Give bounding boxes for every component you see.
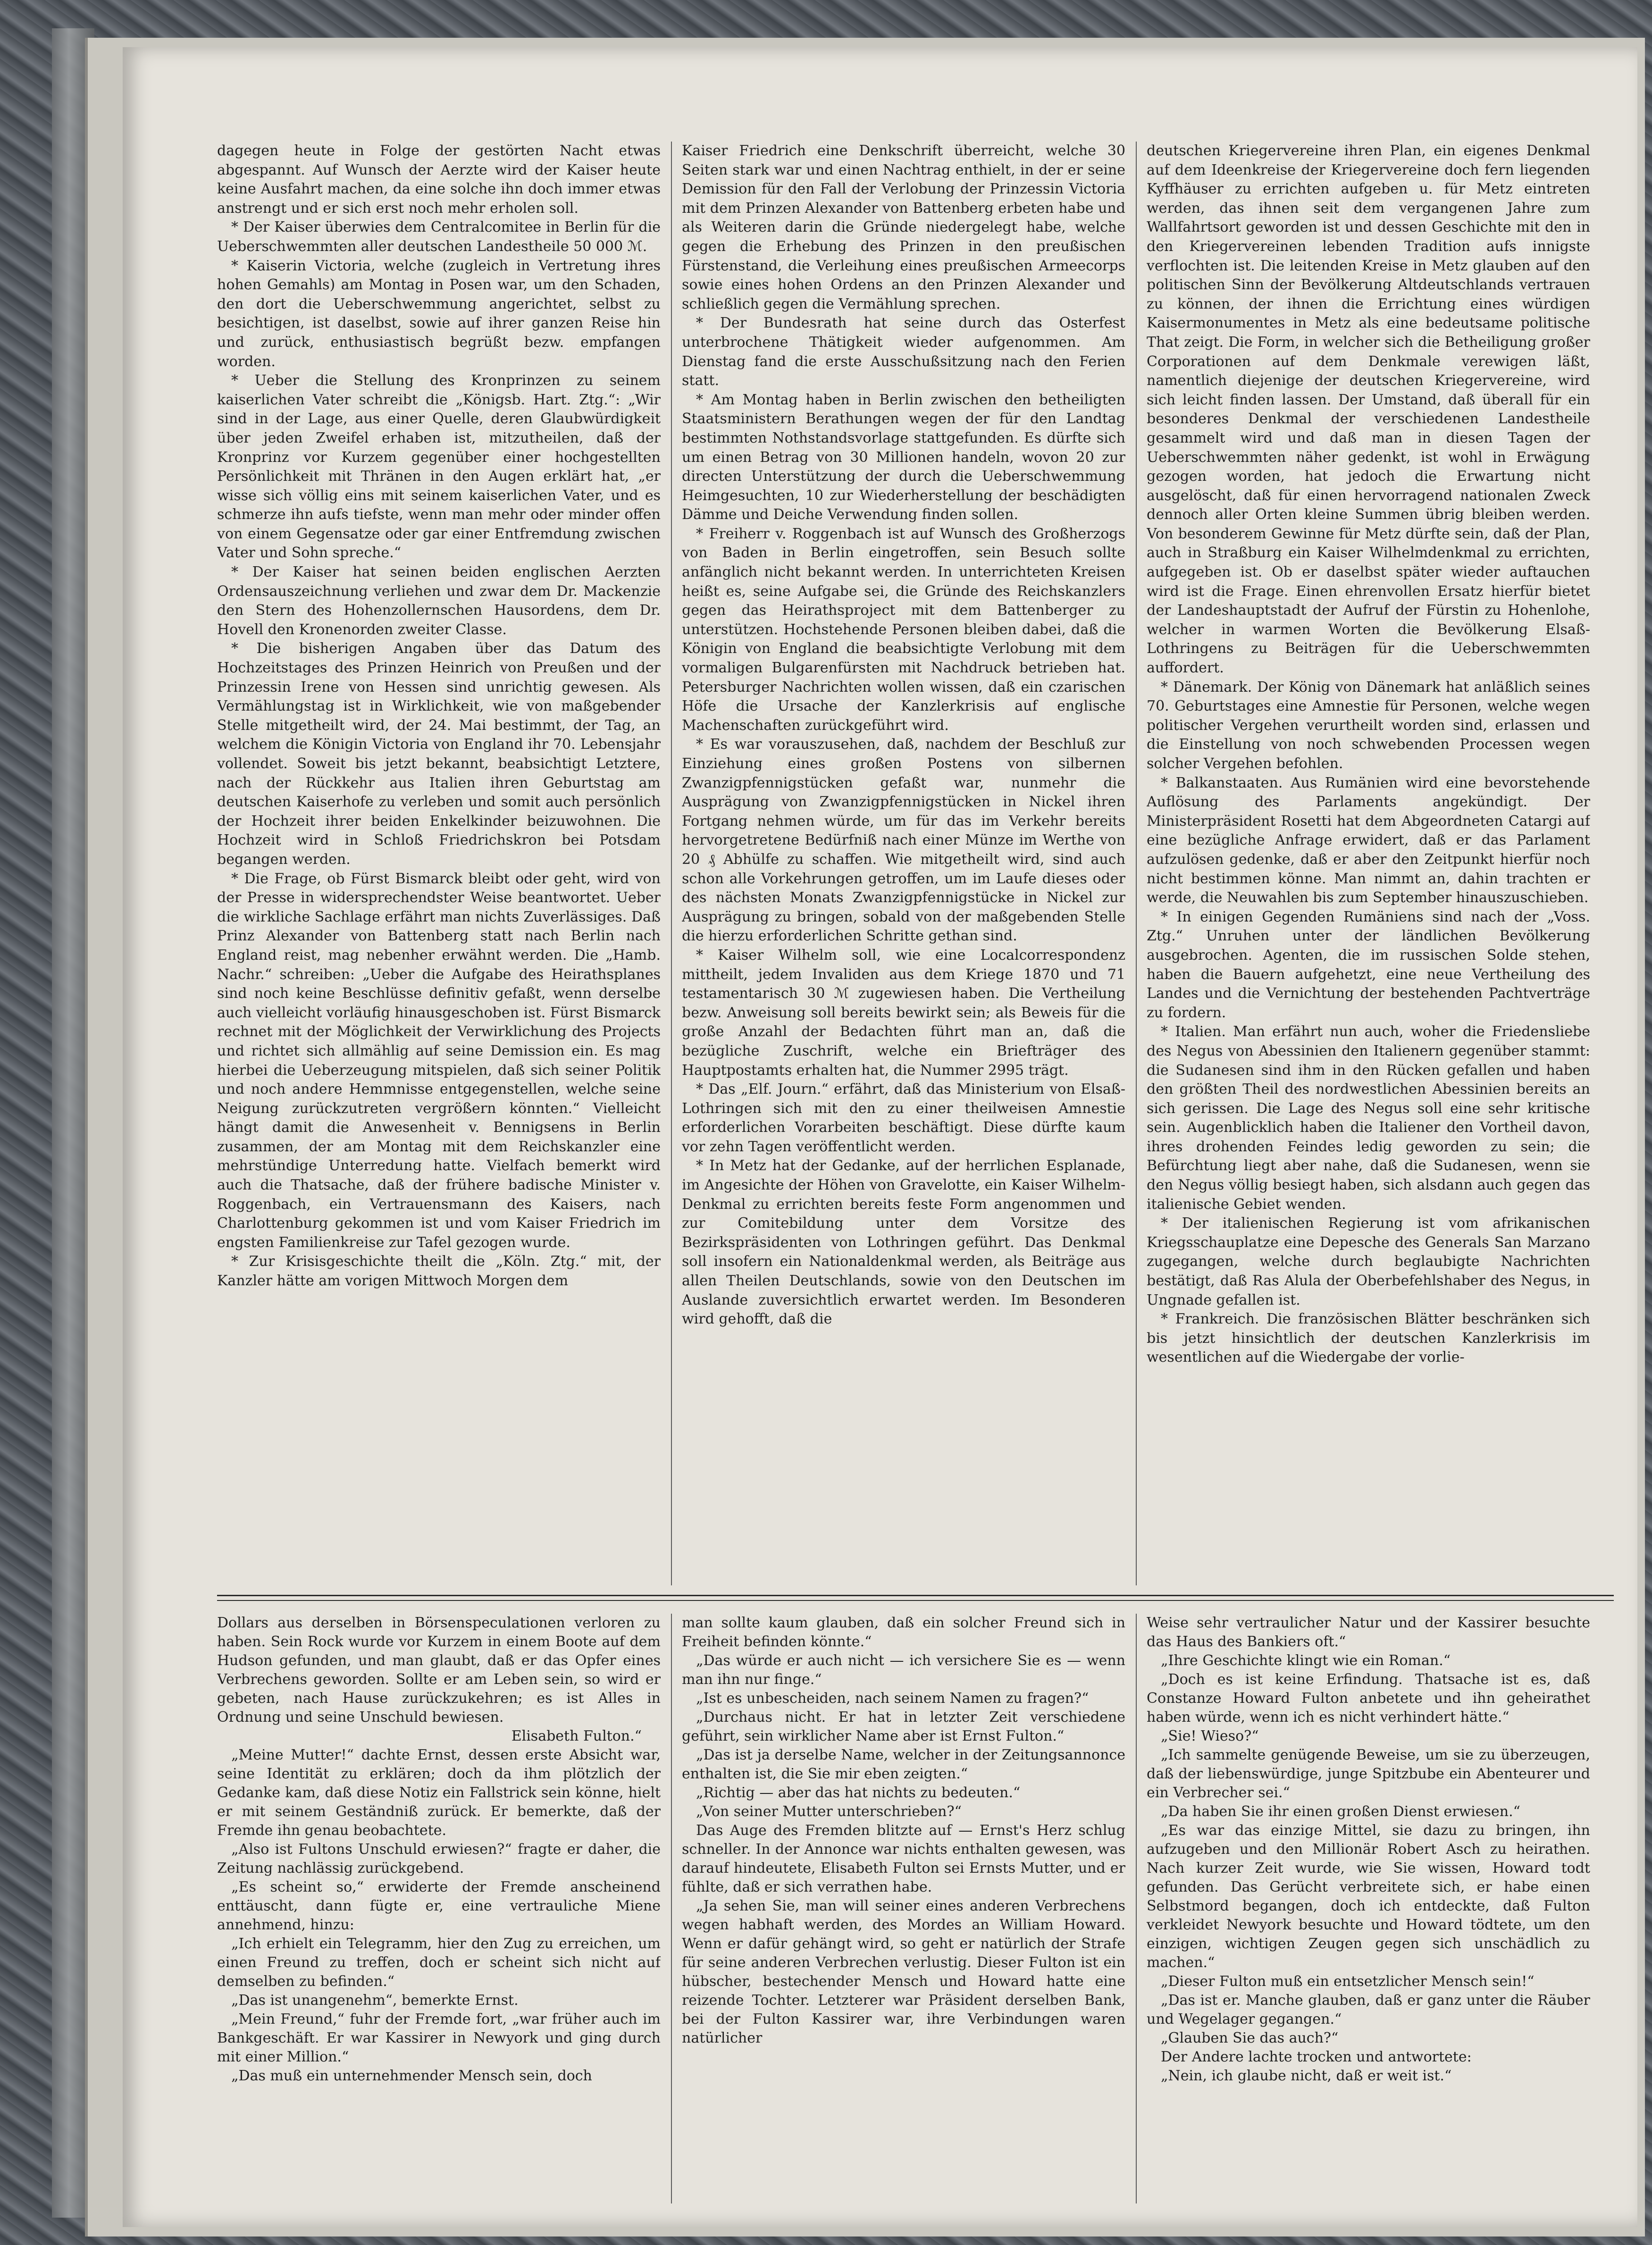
- news-paragraph: * Der italienischen Regierung ist vom afrikanischen Kriegsschauplatze eine Depesche des Generals San Marzano zugegangen, welche durch beglaubigte Nachrichten bestätigt, daß Ras Alula der Oberbefehlshaber des Negus, in Ungnade gefallen ist.: [1147, 1215, 1590, 1308]
- feuilleton-divider: [217, 1595, 1614, 1601]
- story-paragraph: „Sie! Wieso?“: [1161, 1728, 1259, 1744]
- news-paragraph: * Der Kaiser hat seinen beiden englischen Aerzten Ordensauszeichnung verliehen und zwar dem Dr. Mackenzie den Stern des Hohenzollernschen Hausordens, dem Dr. Hovell den Kronenorden zweiter Classe.: [217, 564, 661, 638]
- story-paragraph: „Es war das einzige Mittel, sie dazu zu bringen, ihn aufzugeben und den Millionär Robert Asch zu heirathen. Nach kurzer Zeit wurde, wie Sie wissen, Howard todt gefunden. Das Gerücht verbreitete sich, er habe einen Selbstmord begangen, doch ich entdeckte, daß Fulton verkleidet Newyork besuchte und Howard tödtete, um den einzigen, wichtigen Zeugen gegen sich unschädlich zu machen.“: [1147, 1822, 1590, 1971]
- story-paragraph: „Richtig — aber das hat nichts zu bedeuten.“: [696, 1784, 1021, 1801]
- feuilleton-column-2: [682, 1614, 1125, 2203]
- news-paragraph: * In Metz hat der Gedanke, auf der herrlichen Esplanade, im Angesichte der Höhen von Gravelotte, ein Kaiser Wilhelm-Denkmal zu errichten bereits feste Form angenommen und zur Comitebildung unter dem Vorsitze des Bezirkspräsidenten von Lothringen geführt. Das Denkmal soll insofern ein Nationaldenkmal werden, als Beiträge aus allen Theilen Deutschlands, sowie von den Deutschen im Auslande zuversichtlich erwartet werden. Im Besonderen wird gehofft, daß die: [682, 1157, 1125, 1328]
- news-paragraph: * Kaiserin Victoria, welche (zugleich in Vertretung ihres hohen Gemahls) am Montag in Posen war, um den Schaden, den dort die Ueberschwemmung angerichtet, selbst zu besichtigen, ist daselbst, sowie auf ihrer ganzen Reise hin und zurück, enthusiastisch begrüßt bezw. empfangen worden.: [217, 257, 661, 370]
- story-paragraph: „Nein, ich glaube nicht, daß er weit ist.“: [1161, 2068, 1452, 2084]
- story-paragraph: Das Auge des Fremden blitzte auf — Ernst's Herz schlug schneller. In der Annonce war nichts enthalten gewesen, was darauf hindeutete, Elisabeth Fulton sei Ernsts Mutter, und er fühlte, daß er sich verrathen habe.: [682, 1822, 1125, 1895]
- story-paragraph: „Ich erhielt ein Telegramm, hier den Zug zu erreichen, um einen Freund zu treffen, doch er scheint sich nicht auf demselben zu befinden.“: [217, 1935, 661, 1990]
- news-paragraph: * Die bisherigen Angaben über das Datum des Hochzeitstages des Prinzen Heinrich von Preußen und der Prinzessin Irene von Hessen sind unrichtig gewesen. Als Vermählungstag ist in Wirklichkeit, wie von maßgebender Stelle mitgetheilt wird, der 24. Mai bestimmt, der Tag, an welchem die Königin Victoria von England ihr 70. Lebensjahr vollendet. Soweit bis jetzt bekannt, beabsichtigt Letztere, nach der Rückkehr aus Italien ihren Geburtstag am deutschen Kaiserhofe zu verleben und somit auch persönlich der Hochzeit ihrer beiden Enkelkinder beizuwohnen. Die Hochzeit wird in Schloß Friedrichskron bei Potsdam begangen werden.: [217, 640, 661, 868]
- story-paragraph: „Es scheint so,“ erwiderte der Fremde anscheinend enttäuscht, dann fügte er, eine vertrauliche Miene annehmend, hinzu:: [217, 1879, 661, 1933]
- news-paragraph: * Es war vorauszusehen, daß, nachdem der Beschluß zur Einziehung eines großen Postens von silbernen Zwanzigpfennigstücken gefaßt war, nunmehr die Ausprägung von Zwanzigpfennigstücken in Nickel ihren Fortgang nehmen würde, um für das im Verkehr bereits hervorgetretene Bedürfniß nach einer Münze im Werthe von 20 ₰ Abhülfe zu schaffen. Wie mitgetheilt wird, sind auch schon alle Vorkehrungen getroffen, um im Laufe dieses oder des nächsten Monats Zwanzigpfennigstücke in Nickel zur Ausprägung zu bringen, sobald von der maßgebenden Stelle die hierzu erforderlichen Schritte gethan sind.: [682, 736, 1125, 945]
- news-column-3: [1147, 142, 1590, 1585]
- feuilleton-column-1: [217, 1614, 661, 2203]
- news-section: [217, 142, 1614, 1585]
- story-paragraph: Weise sehr vertraulicher Natur und der Kassirer besuchte das Haus des Bankiers oft.“: [1147, 1615, 1590, 1650]
- news-paragraph: * Frankreich. Die französischen Blätter beschränken sich bis jetzt hinsichtlich der deutschen Kanzlerkrisis im wesentlichen auf die Wiedergabe der vorlie-: [1147, 1311, 1590, 1366]
- news-paragraph: * Am Montag haben in Berlin zwischen den betheiligten Staatsministern Berathungen wegen der für den Landtag bestimmten Nothstandsvorlage stattgefunden. Es dürfte sich um einen Betrag von 30 Millionen handeln, wovon 20 zur directen Unterstützung der durch die Ueberschwemmung Heimgesuchten, 10 zur Wiederherstellung der beschädigten Dämme und Deiche Verwendung finden sollen.: [682, 391, 1125, 523]
- news-paragraph: * Kaiser Wilhelm soll, wie eine Localcorrespondenz mittheilt, jedem Invaliden aus dem Kriege 1870 und 71 testamentarisch 30 ℳ zugewiesen haben. Die Vertheilung bezw. Anweisung soll bereits bewirkt sein; als Beweis für die große Anzahl der Bedachten führt man an, daß die bezügliche Zuschrift, welche ein Briefträger des Hauptpostamts erhalten hat, die Nummer 2995 trägt.: [682, 947, 1125, 1079]
- story-paragraph: „Das ist ja derselbe Name, welcher in der Zeitungsannonce enthalten ist, die Sie mir eben zeigten.“: [682, 1747, 1125, 1782]
- story-paragraph: „Das muß ein unternehmender Mensch sein, doch: [231, 2068, 592, 2084]
- story-paragraph: Dollars aus derselben in Börsenspeculationen verloren zu haben. Sein Rock wurde vor Kurzem in einem Boote auf dem Hudson gefunden, und man glaubt, daß er das Opfer eines Verbrechens geworden. Sollte er am Leben sein, so wird er gebeten, nach Hause zurückzukehren; es ist Alles in Ordnung und seine Unschuld bewiesen.: [217, 1615, 661, 1726]
- news-paragraph: * Die Frage, ob Fürst Bismarck bleibt oder geht, wird von der Presse in widersprechendster Weise beantwortet. Ueber die wirkliche Sachlage erfährt man nichts Zuverlässiges. Daß Prinz Alexander von Battenberg statt nach Berlin nach England reist, mag nebenher erwähnt werden. Die „Hamb. Nachr.“ schreiben: „Ueber die Aufgabe des Heirathsplanes sind noch keine Beschlüsse definitiv gefaßt, wenn derselbe auch vielleicht vorläufig hinausgeschoben ist. Fürst Bismarck rechnet mit der Möglichkeit der Verwirklichung des Projects und richtet sich allmählig auf seine Demission ein. Es mag hierbei die Ueberzeugung mitspielen, daß sich seiner Politik und noch andere Hemmnisse entgegenstellen, welche seine Neigung zurückzutreten vergrößern könnten.“ Vielleicht hängt damit die Anwesenheit v. Bennigsens in Berlin zusammen, der am Montag mit dem Reichskanzler eine mehrstündige Unterredung hatte. Vielfach bemerkt wird auch die Thatsache, daß der frühere badische Minister v. Roggenbach, ein Vertrauensmann des Kaisers, nach Charlottenburg gekommen ist und vom Kaiser Friedrich im engsten Familienkreise zur Tafel gezogen wurde.: [217, 870, 661, 1251]
- news-paragraph: * In einigen Gegenden Rumäniens sind nach der „Voss. Ztg.“ Unruhen unter der ländlichen Bevölkerung ausgebrochen. Agenten, die im russischen Solde stehen, haben die Bauern aufgehetzt, eine neue Vertheilung des Landes und die Vernichtung der bestehenden Pachtverträge zu fordern.: [1147, 908, 1590, 1021]
- story-paragraph: „Meine Mutter!“ dachte Ernst, dessen erste Absicht war, seine Identität zu erklären; doch da ihm plötzlich der Gedanke kam, daß diese Notiz ein Fallstrick sein könne, hielt er mit seinem Geständniß zurück. Er bemerkte, daß der Fremde ihn genau beobachtete.: [217, 1747, 661, 1839]
- news-paragraph: * Der Kaiser überwies dem Centralcomitee in Berlin für die Ueberschwemmten aller deutschen Landestheile 50 000 ℳ.: [217, 219, 661, 255]
- story-paragraph: „Mein Freund,“ fuhr der Fremde fort, „war früher auch im Bankgeschäft. Er war Kassirer in Newyork und ging durch mit einer Million.“: [217, 2011, 661, 2065]
- feuilleton-column-3: [1147, 1614, 1590, 2203]
- news-paragraph: deutschen Kriegervereine ihren Plan, ein eigenes Denkmal auf dem Ideenkreise der Kriegervereine doch fern liegenden Kyffhäuser zu errichten aufgeben u. für Metz eintreten werden, das ihnen seit dem vergangenen Jahre zum Wallfahrtsort geworden ist und dessen Geschichte mit den in den Kriegervereinen lebenden Tradition aufs innigste verflochten ist. Die leitenden Kreise in Metz glauben auf den politischen Sinn der Bevölkerung Altdeutschlands vertrauen zu können, der ihnen die Errichtung eines würdigen Kaisermonumentes in Metz als eine bedeutsame politische That zeigt. Die Form, in welcher sich die Betheiligung großer Corporationen auf dem Denkmale verewigen läßt, namentlich diejenige der deutschen Kriegervereine, wird sich leicht finden lassen. Der Umstand, daß überall für ein besonderes Denkmal der verschiedenen Landestheile gesammelt wird und daß man in diesen Tagen der Ueberschwemmten näher gedenkt, ist wohl in Erwägung gezogen worden, hat jedoch die Erwartung nicht ausgelöscht, daß für einen hervorragend nationalen Zweck dennoch aller Orten kleine Summen übrig bleiben werden. Von besonderem Gewinne für Metz dürfte sein, daß der Plan, auch in Straßburg ein Kaiser Wilhelmdenkmal zu errichten, aufgegeben ist. Ob er daselbst später wieder auftauchen wird ist die Frage. Einen ehrenvollen Ersatz hierfür bietet der Landeshauptstadt der Aufruf der Fürstin zu Hohenlohe, welcher in warmen Worten die Bevölkerung Elsaß-Lothringens zu Beiträgen für die Ueberschwemmten auffordert.: [1147, 142, 1590, 677]
- story-paragraph: „Ihre Geschichte klingt wie ein Roman.“: [1161, 1652, 1451, 1669]
- story-paragraph: „Das ist er. Manche glauben, daß er ganz unter die Räuber und Wegelager gegangen.“: [1147, 1992, 1590, 2027]
- feuilleton-section: [217, 1614, 1614, 2203]
- news-column-1: [217, 142, 661, 1585]
- story-paragraph: „Das ist unangenehm“, bemerkte Ernst.: [231, 1992, 519, 2009]
- story-paragraph: „Ja sehen Sie, man will seiner eines anderen Verbrechens wegen habhaft werden, des Mordes an William Howard. Wenn er dafür gehängt wird, so geht er natürlich der Strafe für seine anderen Verbrechen verlustig. Dieser Fulton ist ein hübscher, bestechender Mensch und Howard hatte eine reizende Tochter. Letzterer war Präsident derselben Bank, bei der Fulton Kassirer war, ihre Verbindungen waren natürlicher: [682, 1898, 1125, 2046]
- news-paragraph: * Das „Elf. Journ.“ erfährt, daß das Ministerium von Elsaß-Lothringen sich mit den zu einer theilweisen Amnestie erforderlichen Vorarbeiten beschäftigt. Diese dürfte kaum vor zehn Tagen veröffentlicht werden.: [682, 1081, 1125, 1155]
- story-paragraph: „Durchaus nicht. Er hat in letzter Zeit verschiedene geführt, sein wirklicher Name aber ist Ernst Fulton.“: [682, 1709, 1125, 1744]
- signature: Elisabeth Fulton.“: [511, 1728, 642, 1744]
- news-column-2: [682, 142, 1125, 1585]
- story-paragraph: „Ich sammelte genügende Beweise, um sie zu überzeugen, daß der liebenswürdige, junge Spitzbube ein Abenteurer und ein Verbrecher sei.“: [1147, 1747, 1590, 1801]
- column-rule: [1136, 142, 1137, 1585]
- story-paragraph: „Das würde er auch nicht — ich versichere Sie es — wenn man ihn nur finge.“: [682, 1652, 1125, 1688]
- news-paragraph: * Der Bundesrath hat seine durch das Osterfest unterbrochene Thätigkeit wieder aufgenommen. Am Dienstag fand die erste Ausschußsitzung nach den Ferien statt.: [682, 315, 1125, 389]
- story-paragraph: „Da haben Sie ihr einen großen Dienst erwiesen.“: [1161, 1803, 1520, 1820]
- news-paragraph: * Zur Krisisgeschichte theilt die „Köln. Ztg.“ mit, der Kanzler hätte am vorigen Mittwoch Morgen dem: [217, 1253, 661, 1290]
- column-rule: [671, 142, 672, 1585]
- story-paragraph: „Also ist Fultons Unschuld erwiesen?“ fragte er daher, die Zeitung nachlässig zurückgebend.: [217, 1841, 661, 1876]
- story-paragraph: „Doch es ist keine Erfindung. Thatsache ist es, daß Constanze Howard Fulton anbetete und ihn geheirathet haben würde, wenn ich es nicht verhindert hätte.“: [1147, 1671, 1590, 1726]
- news-paragraph: dagegen heute in Folge der gestörten Nacht etwas abgespannt. Auf Wunsch der Aerzte wird der Kaiser heute keine Ausfahrt machen, da eine solche ihn doch immer etwas anstrengt und er sich erst noch mehr erholen soll.: [217, 142, 661, 217]
- column-rule: [671, 1614, 672, 2203]
- newspaper-page: [123, 47, 1637, 2227]
- news-paragraph: * Freiherr v. Roggenbach ist auf Wunsch des Großherzogs von Baden in Berlin eingetroffen, sein Besuch sollte anfänglich nicht bekannt werden. In unterrichteten Kreisen heißt es, seine Aufgabe sei, die Gründe des Reichskanzlers gegen das Heirathsproject mit dem Battenberger zu unterstützen. Hochstehende Personen bleiben dabei, daß die Königin von England die beabsichtigte Verlobung mit dem vormaligen Bulgarenfürsten mit Nachdruck betrieben hat. Petersburger Nachrichten wollen wissen, daß ein czarischen Höfe die Ursache der Kanzlerkrisis auf englische Machenschaften zurückgeführt wird.: [682, 525, 1125, 734]
- story-paragraph: Der Andere lachte trocken und antwortete:: [1161, 2049, 1472, 2065]
- story-paragraph: man sollte kaum glauben, daß ein solcher Freund sich in Freiheit befinden könnte.“: [682, 1615, 1125, 1650]
- story-paragraph: „Ist es unbescheiden, nach seinem Namen zu fragen?“: [696, 1690, 1089, 1707]
- column-rule: [1136, 1614, 1137, 2203]
- story-paragraph: „Dieser Fulton muß ein entsetzlicher Mensch sein!“: [1161, 1973, 1535, 1990]
- news-paragraph: Kaiser Friedrich eine Denkschrift überreicht, welche 30 Seiten stark war und einen Nachtrag enthielt, in der er seine Demission für den Fall der Verlobung der Prinzessin Victoria mit dem Prinzen Alexander von Battenberg erbeten habe und als Weiteren darin die Gründe niedergelegt habe, welche gegen die Erhebung des Prinzen in den preußischen Fürstenstand, die Verleihung eines preußischen Armeecorps sowie eines hohen Ordens an den Prinzen Alexander und schließlich gegen die Vermählung sprechen.: [682, 142, 1125, 312]
- story-paragraph: „Glauben Sie das auch?“: [1161, 2030, 1339, 2046]
- news-paragraph: * Balkanstaaten. Aus Rumänien wird eine bevorstehende Auflösung des Parlaments angekündigt. Der Ministerpräsident Rosetti hat dem Abgeordneten Catargi auf eine bezügliche Anfrage erwidert, daß er das Parlament aufzulösen gedenke, daß er aber den Zeitpunkt hierfür noch nicht bestimmen könne. Man nimmt an, dahin trachten er werde, die Neuwahlen bis zum September hinauszuschieben.: [1147, 774, 1590, 906]
- news-paragraph: * Dänemark. Der König von Dänemark hat anläßlich seines 70. Geburtstages eine Amnestie für Personen, welche wegen politischer Vergehen verurtheilt worden sind, erlassen und die Einstellung von noch schwebenden Processen wegen solcher Vergehen befohlen.: [1147, 679, 1590, 772]
- news-paragraph: * Italien. Man erfährt nun auch, woher die Friedensliebe des Negus von Abessinien den Italienern gegenüber stammt: die Sudanesen sind ihm in den Rücken gefallen und haben den größten Theil des nordwestlichen Abessinien bereits an sich gerissen. Die Lage des Negus soll eine sehr kritische sein. Augenblicklich haben die Italiener den Vortheil davon, ihres drohenden Feindes ledig geworden zu sein; die Befürchtung liegt aber nahe, daß die Sudanesen, wenn sie den Negus völlig besiegt haben, sich alsdann auch gegen das italienische Gebiet wenden.: [1147, 1023, 1590, 1213]
- story-paragraph: „Von seiner Mutter unterschrieben?“: [696, 1803, 962, 1820]
- news-paragraph: * Ueber die Stellung des Kronprinzen zu seinem kaiserlichen Vater schreibt die „Königsb. Hart. Ztg.“: „Wir sind in der Lage, aus einer Quelle, deren Glaubwürdigkeit über jeden Zweifel erhaben ist, mitzutheilen, daß der Kronprinz vor Kurzem gegenüber einer hochgestellten Persönlichkeit mit Thränen in den Augen erklärt hat, „er wisse sich völlig eins mit seinem kaiserlichen Vater, und es schmerze ihn aufs tiefste, wenn man mehr oder minder offen von einem Gegensatze oder gar einer Entfremdung zwischen Vater und Sohn spreche.“: [217, 372, 661, 561]
